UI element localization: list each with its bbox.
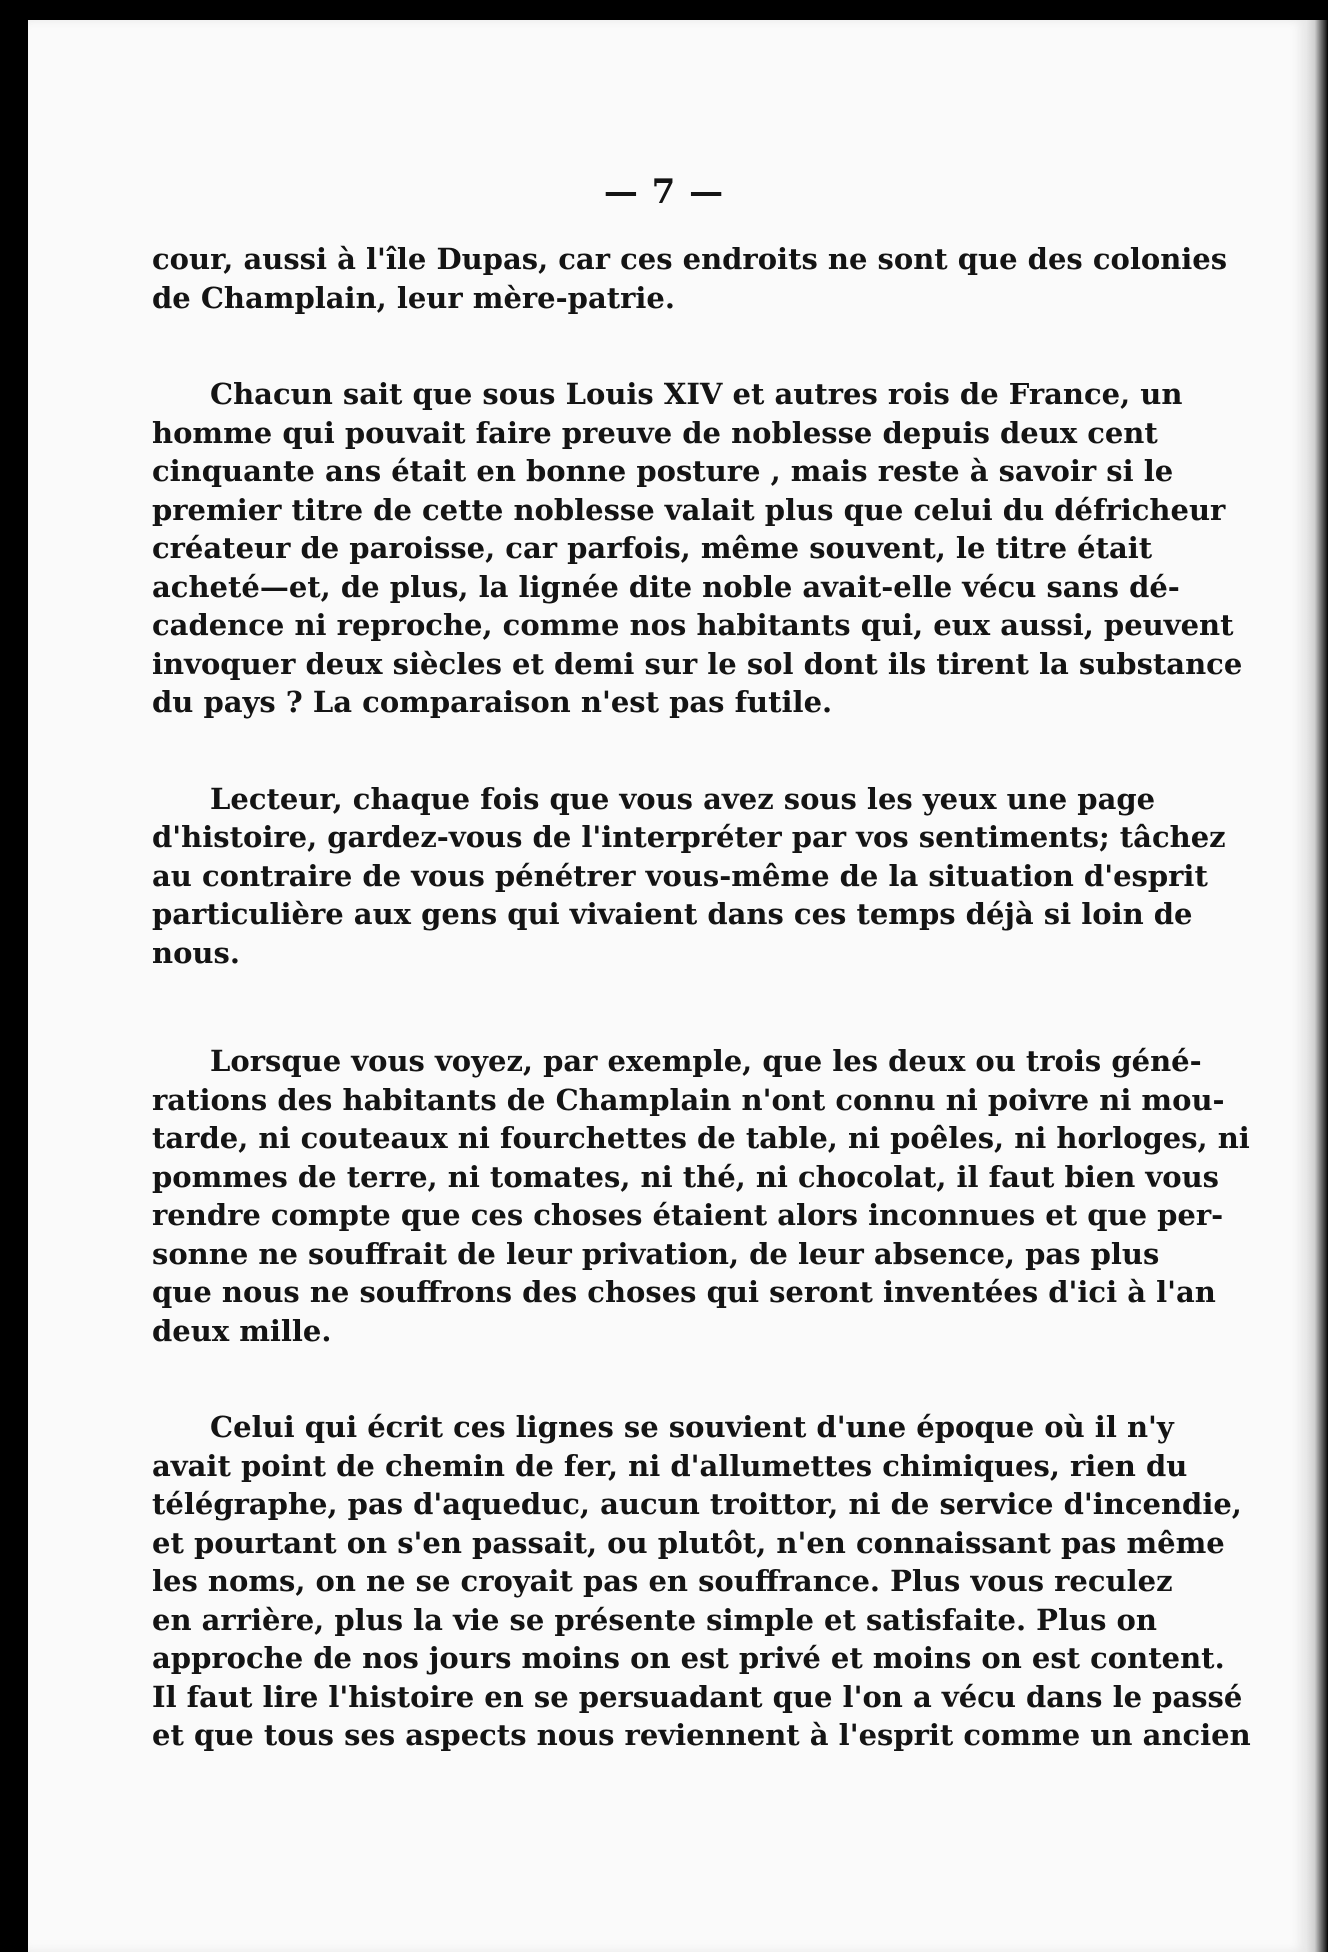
text-line: en arrière, plus la vie se présente simple et satisfaite. Plus on — [152, 1602, 1157, 1637]
text-line: cadence ni reproche, comme nos habitants qui, eux aussi, peuvent — [152, 608, 1234, 642]
paragraph-gap — [152, 1350, 1082, 1408]
body-text — [152, 240, 1251, 1755]
text-line: télégraphe, pas d'aqueduc, aucun troittor, ni de service d'incendie, — [152, 1487, 1242, 1521]
text-line: Lecteur, chaque fois que vous avez sous les yeux une page — [210, 781, 1156, 816]
text-line: Il faut lire l'histoire en se persuadant que l'on a vécu dans le passé — [152, 1679, 1243, 1714]
text-line: premier titre de cette noblesse valait plus que celui du défricheur — [152, 492, 1226, 527]
text-line: que nous ne souffrons des choses qui seront inventées d'ici à l'an — [152, 1275, 1216, 1309]
text-line: particulière aux gens qui vivaient dans ces temps déjà si loin de — [152, 897, 1193, 931]
text-line: créateur de paroisse, car parfois, même souvent, le titre était — [152, 531, 1153, 565]
text-line: nous. — [152, 935, 240, 970]
text-line: du pays ? La comparaison n'est pas futile. — [152, 685, 833, 719]
text-line: d'histoire, gardez-vous de l'interpréter par vos sentiments; tâchez — [152, 820, 1226, 854]
page-number: — 7 — — [603, 172, 725, 212]
text-line: de Champlain, leur mère-patrie. — [152, 280, 675, 315]
text-line: homme qui pouvait faire preuve de noblesse depuis deux cent — [152, 415, 1158, 450]
paragraph-gap — [152, 317, 1082, 375]
paragraph-5 — [152, 1408, 1251, 1755]
text-line: approche de nos jours moins on est privé et moins on est content. — [152, 1641, 1225, 1675]
page-edge — [1306, 20, 1328, 1952]
text-line: cour, aussi à l'île Dupas, car ces endroits ne sont que des colonies — [152, 242, 1228, 276]
paragraph-4 — [152, 1042, 1250, 1350]
paragraph-gap — [152, 722, 1082, 780]
text-line: deux mille. — [152, 1313, 332, 1348]
text-line: rendre compte que ces choses étaient alors inconnues et que per- — [152, 1198, 1224, 1232]
text-line: au contraire de vous pénétrer vous-même de la situation d'esprit — [152, 858, 1208, 893]
paragraph-gap — [152, 972, 1082, 1042]
text-line: cinquante ans était en bonne posture , mais reste à savoir si le — [152, 454, 1174, 488]
text-line: sonne ne souffrait de leur privation, de leur absence, pas plus — [152, 1236, 1160, 1271]
text-line: rations des habitants de Champlain n'ont connu ni poivre ni mou- — [152, 1082, 1225, 1117]
text-line: tarde, ni couteaux ni fourchettes de table, ni poêles, ni horloges, ni — [152, 1121, 1250, 1155]
text-line: les noms, on ne se croyait pas en souffrance. Plus vous reculez — [152, 1564, 1173, 1598]
text-line: Lorsque vous voyez, par exemple, que les deux ou trois géné- — [210, 1044, 1202, 1078]
text-line: avait point de chemin de fer, ni d'allumettes chimiques, rien du — [152, 1448, 1188, 1483]
paragraph-3 — [152, 780, 1226, 973]
paragraph-1 — [152, 240, 1228, 317]
text-line: Celui qui écrit ces lignes se souvient d'une époque où il n'y — [210, 1410, 1174, 1444]
text-line: Chacun sait que sous Louis XIV et autres rois de France, un — [210, 377, 1183, 411]
text-line: acheté—et, de plus, la lignée dite noble avait-elle vécu sans dé- — [152, 569, 1180, 604]
text-line: pommes de terre, ni tomates, ni thé, ni chocolat, il faut bien vous — [152, 1159, 1220, 1194]
text-line: invoquer deux siècles et demi sur le sol dont ils tirent la substance — [152, 646, 1243, 681]
paragraph-2 — [152, 375, 1243, 722]
text-line: et pourtant on s'en passait, ou plutôt, n'en connaissant pas même — [152, 1525, 1225, 1560]
text-line: et que tous ses aspects nous reviennent à l'esprit comme un ancien — [152, 1718, 1251, 1752]
